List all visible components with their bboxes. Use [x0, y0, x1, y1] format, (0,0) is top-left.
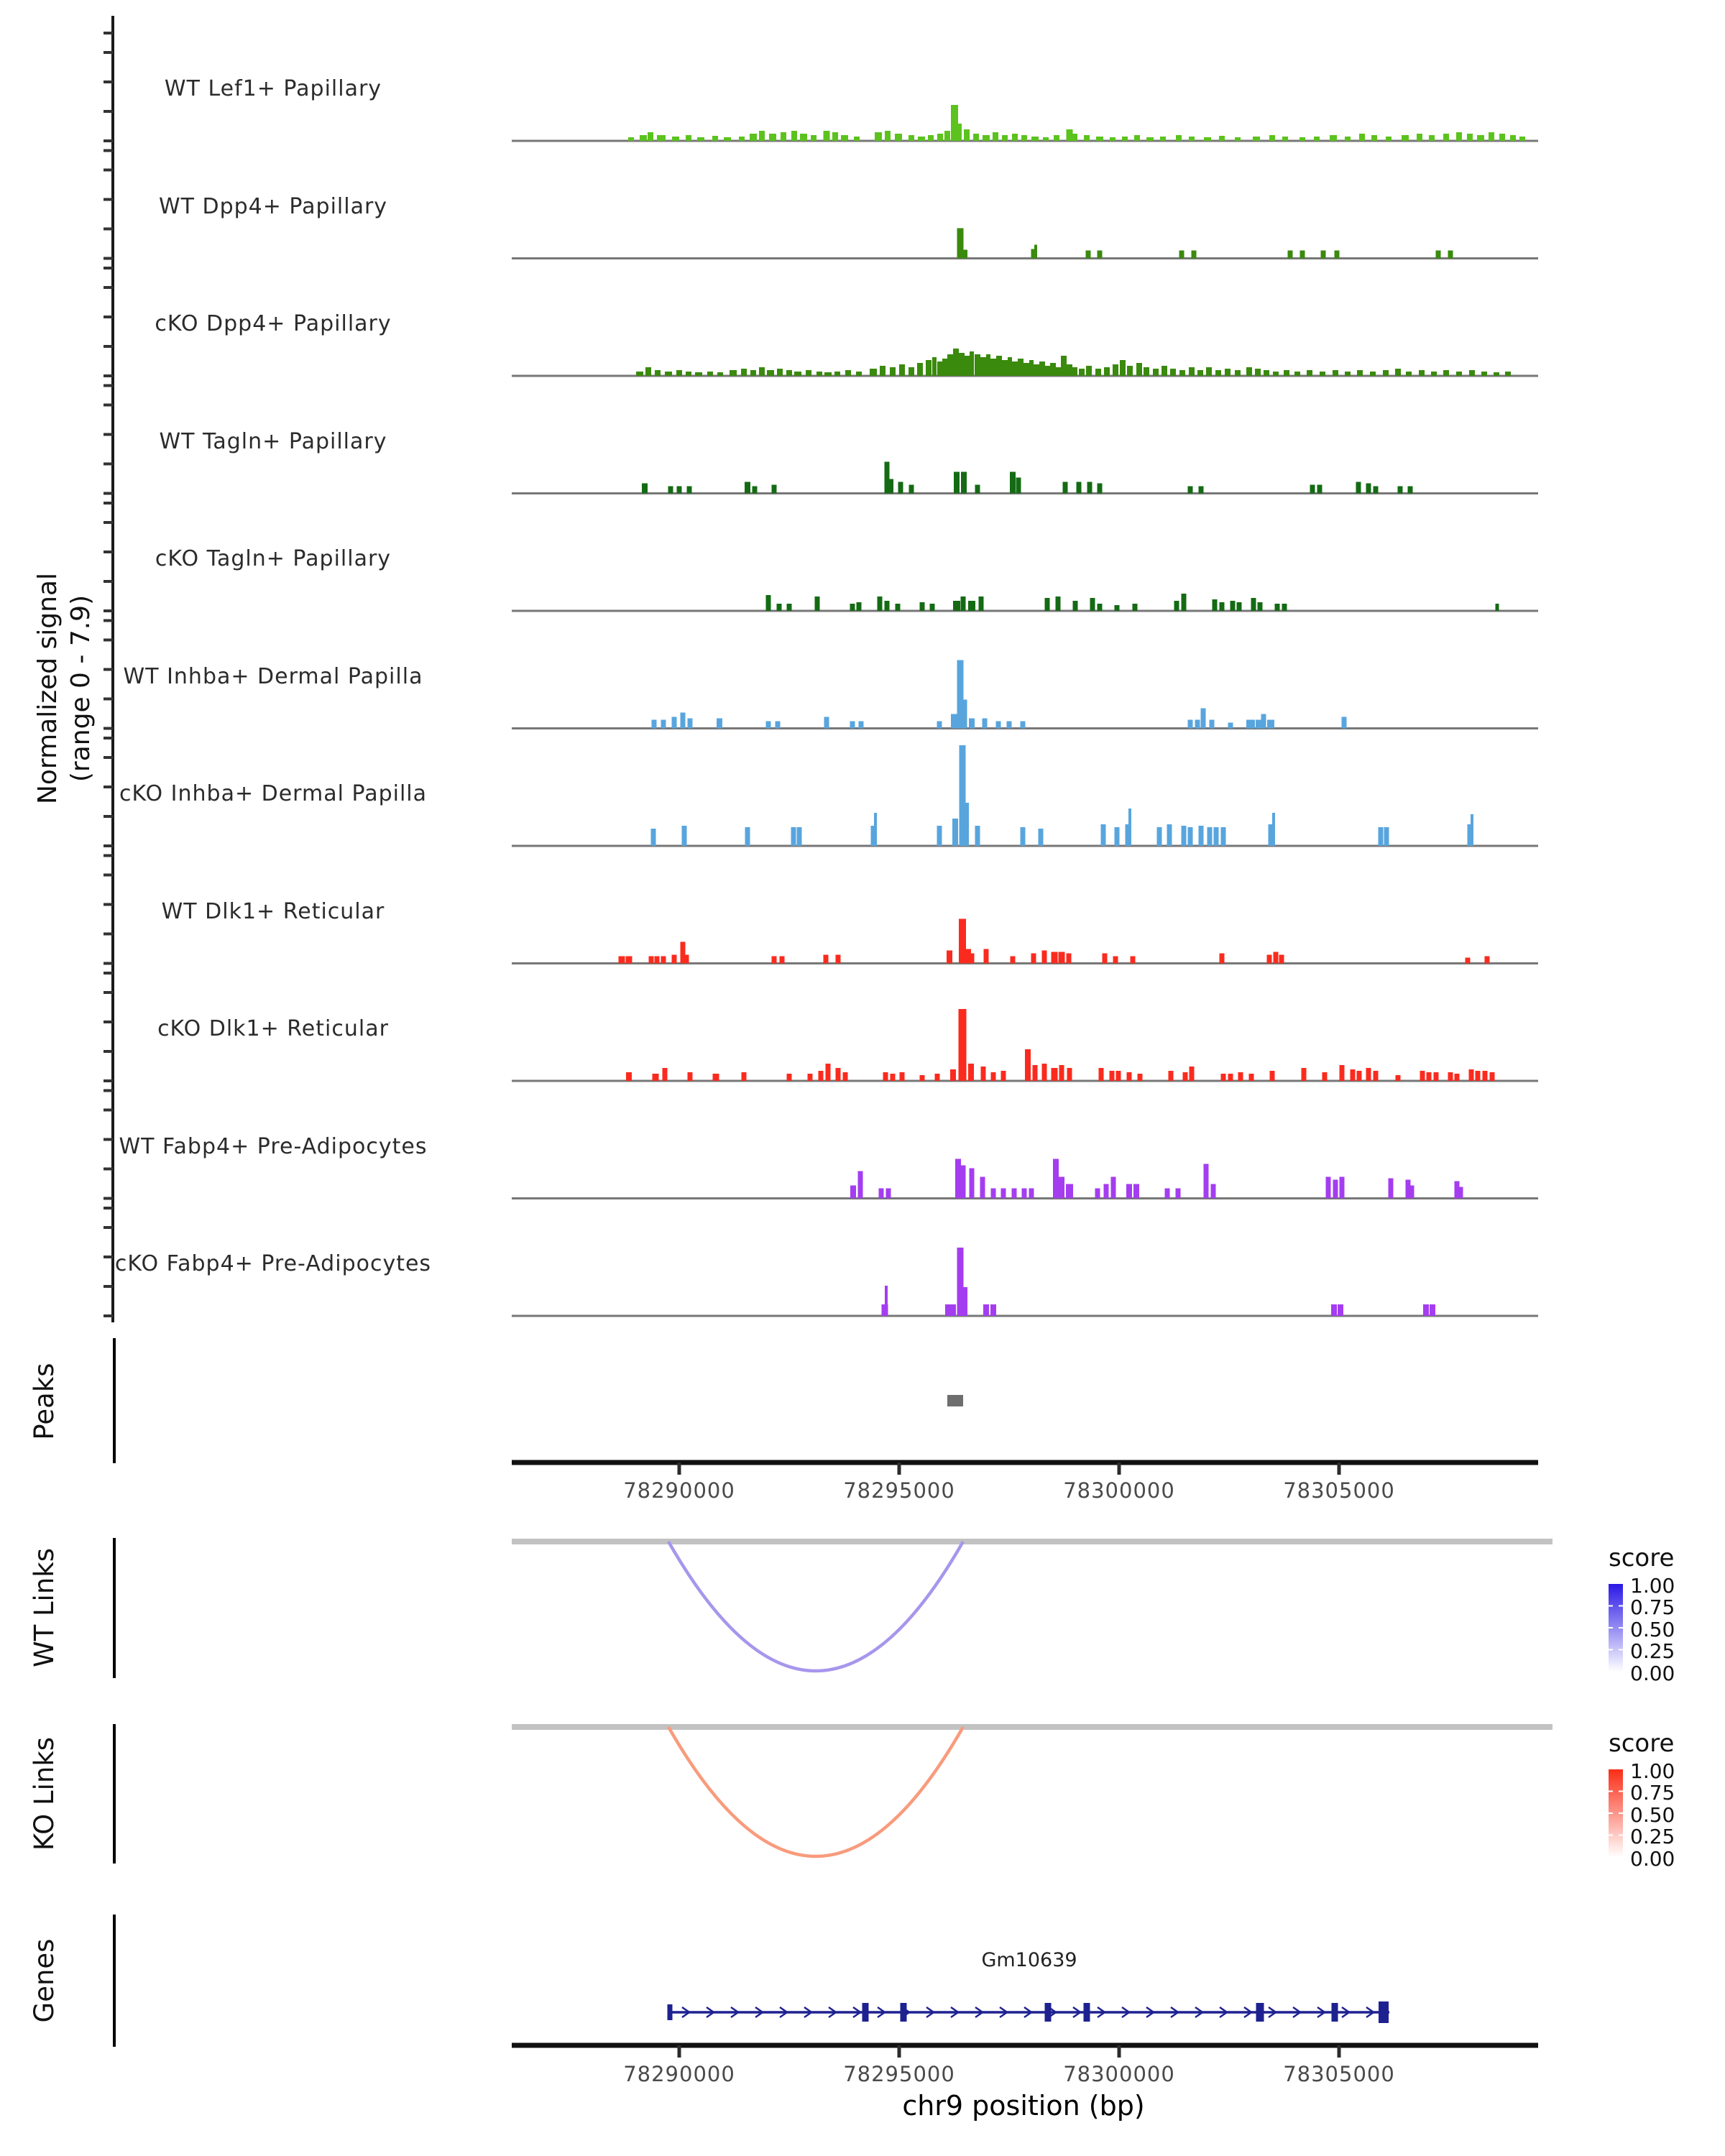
wt-score-0.50: 0.50: [1630, 1618, 1675, 1641]
section-label-ko-links: KO Links: [29, 1736, 60, 1851]
track-label-wt-dpp4: WT Dpp4+ Papillary: [158, 194, 388, 219]
gene-model-gm10639: [668, 2001, 1390, 2023]
signal-track-2: [512, 349, 1538, 376]
ko-score-legend-title: score: [1609, 1729, 1675, 1758]
axis2-tick-78295000: 78295000: [843, 2062, 955, 2086]
genomic-axis-2: [512, 2045, 1538, 2058]
track-label-wt-lef1: WT Lef1+ Papillary: [164, 76, 382, 101]
axis2-tick-78305000: 78305000: [1283, 2062, 1395, 2086]
wt-links-track: [512, 1542, 1623, 1672]
track-label-wt-inhba: WT Inhba+ Dermal Papilla: [123, 664, 423, 689]
signal-track-4: [512, 594, 1538, 611]
signal-track-0: [512, 105, 1538, 141]
signal-track-9: [512, 1159, 1538, 1199]
track-label-cko-tagln: cKO Tagln+ Papillary: [155, 546, 392, 571]
wt-score-0.75: 0.75: [1630, 1595, 1675, 1619]
ko-score-0.75: 0.75: [1630, 1781, 1675, 1805]
signal-track-7: [512, 919, 1538, 964]
track-label-cko-fabp4: cKO Fabp4+ Pre-Adipocytes: [114, 1251, 432, 1276]
ko-score-0.25: 0.25: [1630, 1825, 1675, 1848]
signal-track-8: [512, 1009, 1538, 1081]
track-label-wt-dlk1: WT Dlk1+ Reticular: [161, 899, 385, 924]
ko-score-1.00: 1.00: [1630, 1759, 1675, 1783]
signal-track-3: [512, 462, 1538, 494]
track-label-wt-fabp4: WT Fabp4+ Pre-Adipocytes: [119, 1134, 428, 1159]
signal-track-1: [512, 229, 1538, 259]
ko-score-0.00: 0.00: [1630, 1847, 1675, 1871]
section-label-genes: Genes: [29, 1938, 60, 2023]
section-label-peaks: Peaks: [29, 1363, 60, 1440]
wt-score-1.00: 1.00: [1630, 1574, 1675, 1598]
axis2-tick-78290000: 78290000: [623, 2062, 735, 2086]
signal-track-10: [512, 1248, 1538, 1316]
y-axis-title-line1: Normalized signal: [33, 572, 63, 805]
wt-score-0.25: 0.25: [1630, 1639, 1675, 1663]
track-label-cko-inhba: cKO Inhba+ Dermal Papilla: [119, 781, 428, 806]
track-label-cko-dpp4: cKO Dpp4+ Papillary: [155, 311, 392, 336]
genomic-axis-1: [512, 1462, 1538, 1475]
gene-name-gm10639: Gm10639: [981, 1949, 1077, 1971]
axis2-tick-78300000: 78300000: [1063, 2062, 1175, 2086]
wt-score-0.00: 0.00: [1630, 1662, 1675, 1685]
y-axis-title-line2: (range 0 - 7.9): [66, 594, 96, 783]
ko-links-track: [512, 1727, 1623, 1857]
axis1-tick-78300000: 78300000: [1063, 1478, 1175, 1503]
axis1-tick-78305000: 78305000: [1283, 1478, 1395, 1503]
ko-score-0.50: 0.50: [1630, 1803, 1675, 1827]
axis1-tick-78295000: 78295000: [843, 1478, 955, 1503]
track-label-wt-tagln: WT Tagln+ Papillary: [159, 429, 387, 454]
track-label-cko-dlk1: cKO Dlk1+ Reticular: [157, 1016, 389, 1041]
peaks-track: [947, 1395, 963, 1406]
wt-score-legend-title: score: [1609, 1544, 1675, 1572]
axis1-tick-78290000: 78290000: [623, 1478, 735, 1503]
signal-track-6: [512, 745, 1538, 846]
signal-track-5: [512, 660, 1538, 729]
y-axis-title: [32, 523, 98, 854]
x-axis-title: chr9 position (bp): [902, 2090, 1145, 2122]
section-label-wt-links: WT Links: [29, 1548, 60, 1667]
